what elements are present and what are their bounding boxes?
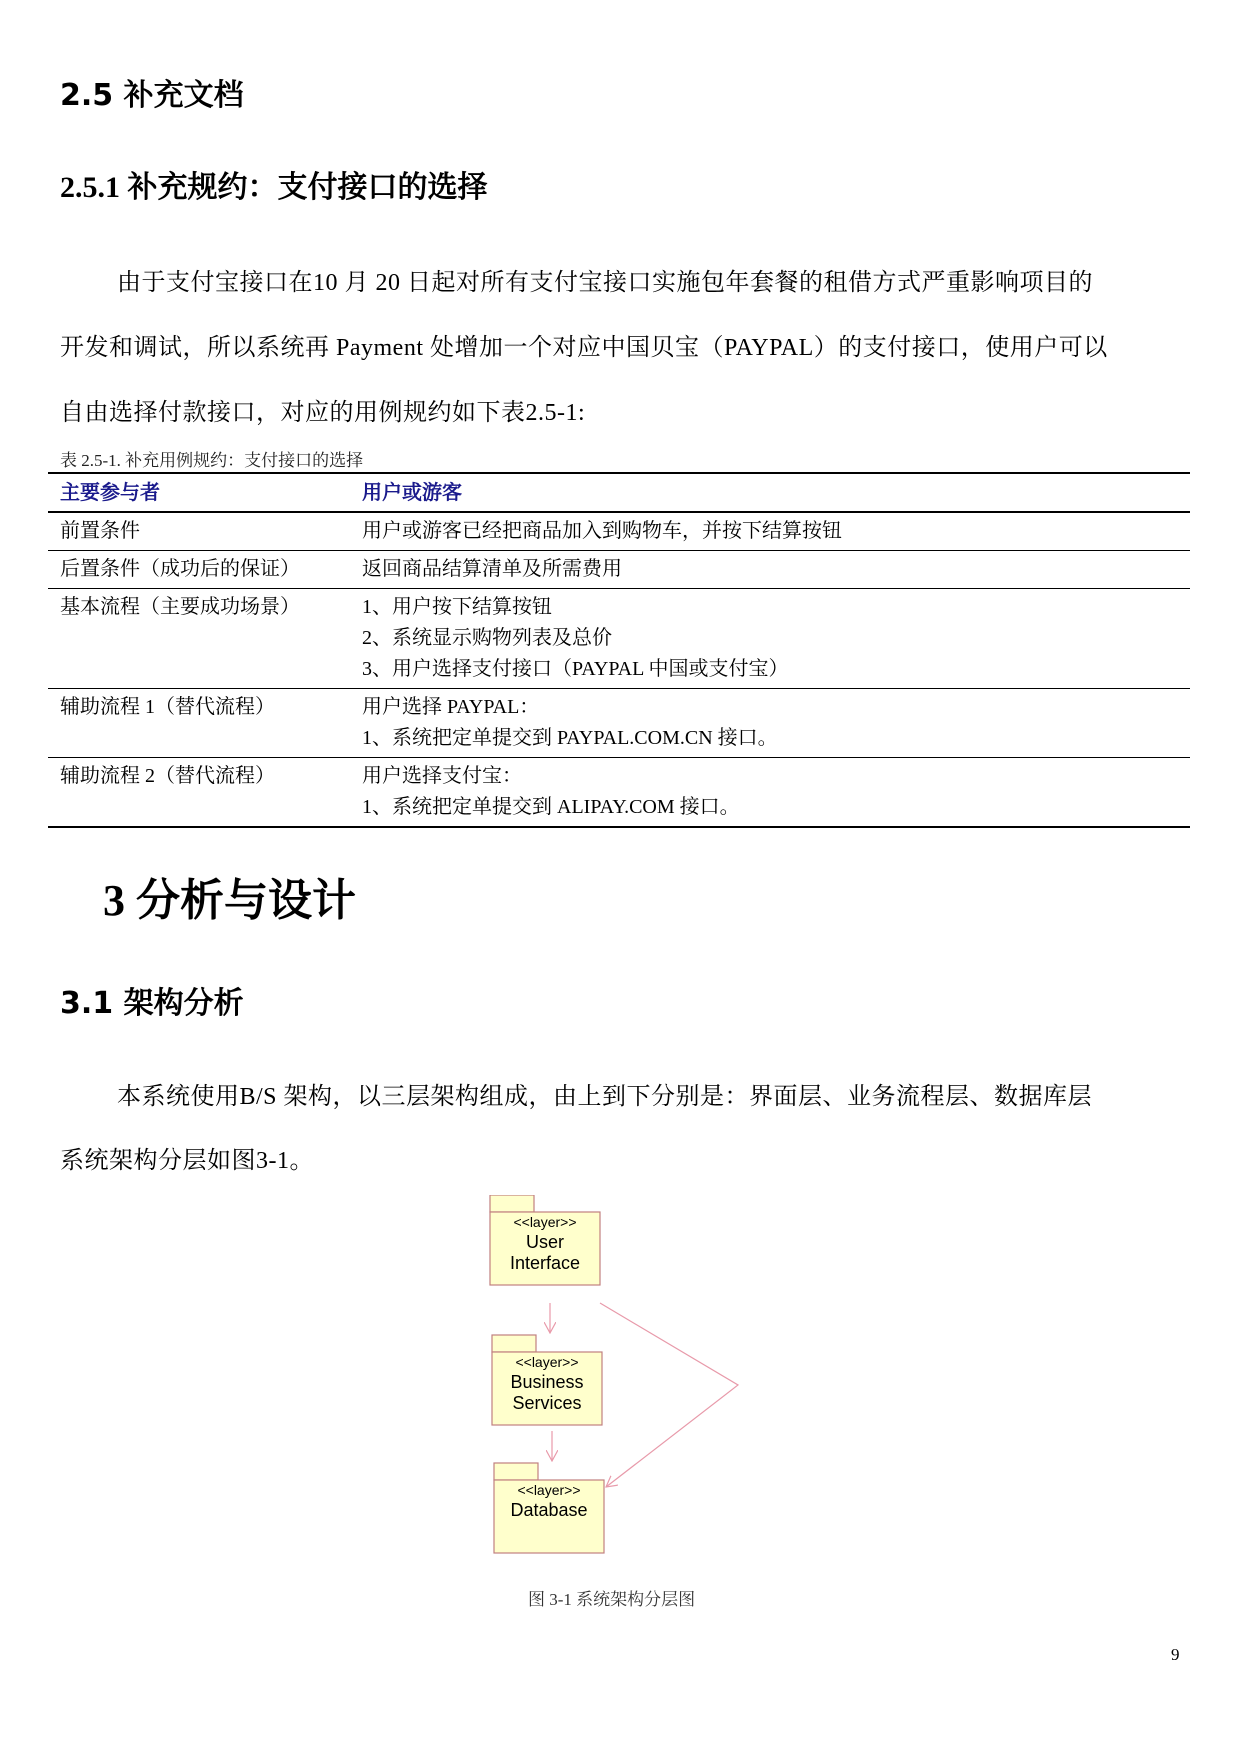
- package-name-line: User: [525, 1232, 565, 1252]
- page-number: 9: [1171, 1645, 1180, 1664]
- table-row: [48, 551, 1190, 589]
- row-line: 用户选择 PAYPAL：: [362, 696, 540, 718]
- row-content: [350, 758, 1190, 828]
- row-line: 1、用户按下结算按钮: [362, 596, 552, 618]
- chapter-3-heading: 3 分析与设计: [103, 876, 356, 925]
- row-content: [350, 589, 1190, 689]
- table-row: [48, 512, 1190, 551]
- row-label: 辅助流程 1（替代流程）: [48, 689, 350, 758]
- table-row: [48, 589, 1190, 689]
- table-row: [48, 758, 1190, 828]
- row-label: 后置条件（成功后的保证）: [48, 551, 350, 589]
- package-database: [494, 1463, 604, 1553]
- row-content: [350, 689, 1190, 758]
- package-name-line: Services: [512, 1393, 582, 1413]
- layer-diagram: [480, 1195, 770, 1565]
- header-cell: 用户或游客: [350, 473, 1190, 512]
- header-cell: 主要参与者: [48, 473, 350, 512]
- section-3-1-heading: 3.1 架构分析: [60, 986, 244, 1021]
- row-line: 用户或游客已经把商品加入到购物车，并按下结算按钮: [362, 520, 842, 542]
- table-row: [48, 689, 1190, 758]
- package-user-interface: [490, 1195, 600, 1285]
- figure-caption: 图 3-1 系统架构分层图: [528, 1590, 696, 1609]
- paragraph-line: 系统架构分层如图3-1。: [60, 1148, 314, 1174]
- package-name-line: Interface: [509, 1253, 581, 1273]
- package-name-line: Database: [510, 1500, 588, 1520]
- row-line: 1、系统把定单提交到 PAYPAL.COM.CN 接口。: [362, 727, 778, 749]
- row-line: 用户选择支付宝：: [362, 765, 522, 787]
- row-label: 辅助流程 2（替代流程）: [48, 758, 350, 828]
- row-label: 基本流程（主要成功场景）: [48, 589, 350, 689]
- package-stereotype: <<layer>>: [515, 1354, 579, 1370]
- row-content: [350, 512, 1190, 551]
- dependency-arrow: [600, 1303, 738, 1487]
- use-case-table: [48, 472, 1190, 828]
- section-2-5-heading: 2.5 补充文档: [60, 78, 244, 113]
- package-name-line: Business: [510, 1372, 584, 1392]
- row-line: 1、系统把定单提交到 ALIPAY.COM 接口。: [362, 796, 740, 818]
- paragraph-line: 由于支付宝接口在10 月 20 日起对所有支付宝接口实施包年套餐的租借方式严重影响项目的: [117, 270, 1093, 296]
- section-2-5-1-heading: 2.5.1 补充规约：支付接口的选择: [60, 171, 488, 204]
- row-label: 前置条件: [48, 512, 350, 551]
- row-content: [350, 551, 1190, 589]
- table-header-row: [48, 473, 1190, 512]
- row-line: 2、系统显示购物列表及总价: [362, 627, 612, 649]
- row-line: 返回商品结算清单及所需费用: [362, 558, 622, 580]
- package-business-services: [492, 1335, 602, 1425]
- package-stereotype: <<layer>>: [517, 1482, 581, 1498]
- package-stereotype: <<layer>>: [513, 1214, 577, 1230]
- paragraph-line: 自由选择付款接口，对应的用例规约如下表2.5-1:: [60, 400, 586, 426]
- paragraph-line: 开发和调试，所以系统再 Payment 处增加一个对应中国贝宝（PAYPAL）的支付接口，使用户可以: [60, 335, 1108, 361]
- row-line: 3、用户选择支付接口（PAYPAL 中国或支付宝）: [362, 658, 789, 680]
- paragraph-line: 本系统使用B/S 架构，以三层架构组成，由上到下分别是：界面层、业务流程层、数据库层: [117, 1084, 1093, 1110]
- table-caption: 表 2.5-1. 补充用例规约：支付接口的选择: [60, 451, 364, 470]
